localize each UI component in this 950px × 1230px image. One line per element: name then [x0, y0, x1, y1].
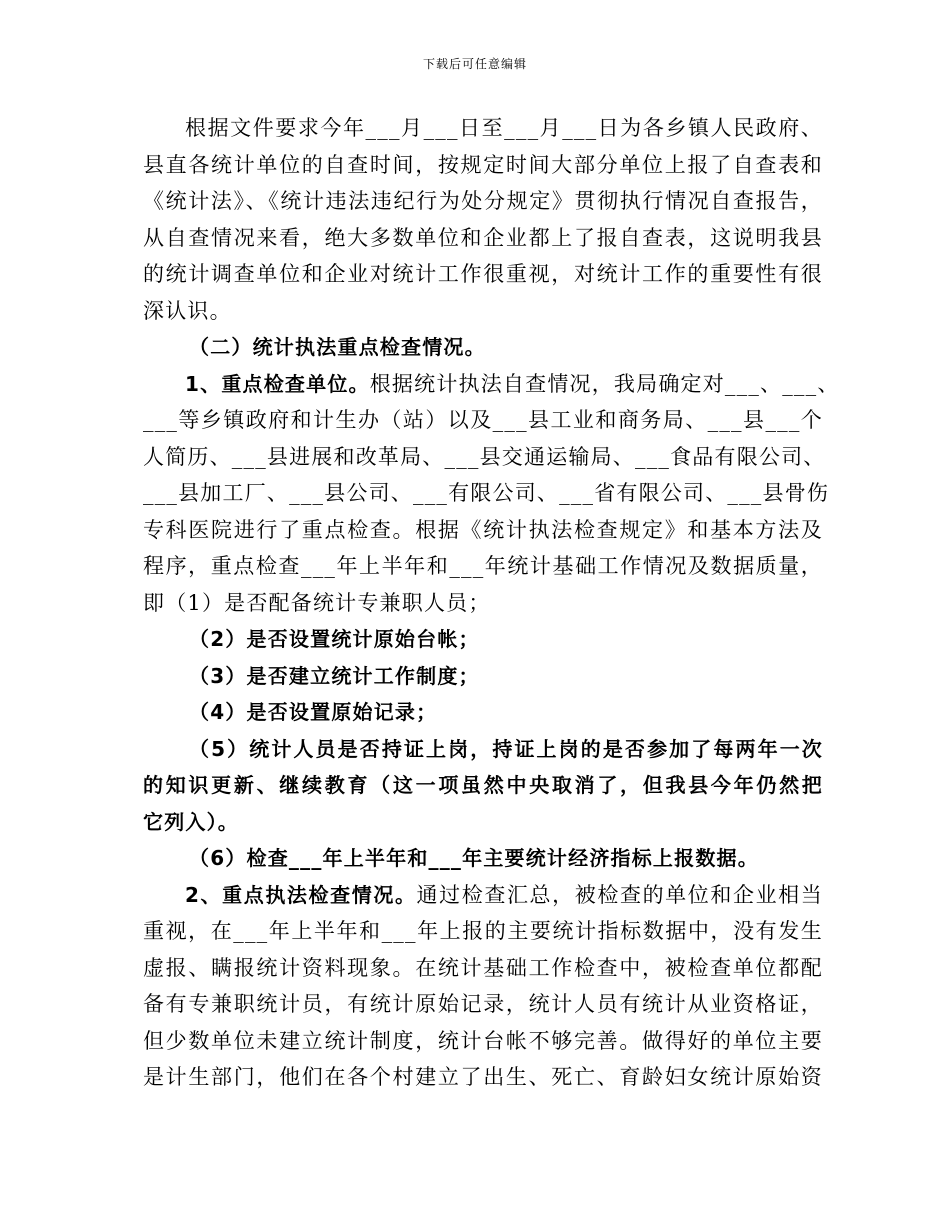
paragraph-line: 专科医院进行了重点检查。根据《统计执法检查规定》和基本方法及	[143, 517, 823, 542]
page-header: 下载后可任意编辑	[422, 57, 527, 71]
paragraph-line: 程序，重点检查___年上半年和___年统计基础工作情况及数据质量，	[143, 554, 823, 578]
subheading: 1、重点检查单位。	[185, 371, 370, 396]
list-item: （6）检查___年上半年和___年主要统计经济指标上报数据。	[189, 846, 759, 870]
paragraph-line: 根据文件要求今年___月___日至___月___日为各乡镇人民政府、	[185, 116, 823, 140]
paragraph-line: 从自查情况来看，绝大多数单位和企业都上了报自查表，这说明我县	[143, 225, 823, 250]
subheading: 2、重点执法检查情况。	[185, 882, 417, 907]
list-item: （3）是否建立统计工作制度；	[189, 663, 480, 688]
paragraph-line: 县直各统计单位的自查时间，按规定时间大部分单位上报了自查表和	[143, 152, 823, 177]
paragraph-line: 是计生部门，他们在各个村建立了出生、死亡、育龄妇女统计原始资	[143, 1065, 823, 1089]
list-item: （2）是否设置统计原始台帐；	[189, 627, 480, 651]
paragraph-line: 的统计调查单位和企业对统计工作很重视，对统计工作的重要性有很	[143, 262, 823, 286]
list-item-continuation: 它列入）。	[143, 809, 239, 834]
paragraph-line: 但少数单位未建立统计制度，统计台帐不够完善。做得好的单位主要	[143, 1028, 823, 1053]
paragraph-text: 根据统计执法自查情况，我局确定对___、___、	[369, 371, 840, 396]
paragraph-line: 人简历、___县进展和改革局、___县交通运输局、___食品有限公司、	[143, 444, 826, 469]
document-body	[143, 110, 840, 1096]
list-item: （5）统计人员是否持证上岗，持证上岗的是否参加了每两年一次	[189, 736, 823, 761]
paragraph-line: 重视，在___年上半年和___年上报的主要统计指标数据中，没有发生	[143, 919, 823, 943]
paragraph-line: 深认识。	[143, 298, 232, 323]
list-item: （4）是否设置原始记录；	[189, 700, 438, 724]
paragraph-text: 通过检查汇总，被检查的单位和企业相当	[416, 882, 823, 907]
list-item-continuation: 的知识更新、继续教育（这一项虽然中央取消了，但我县今年仍然把	[143, 773, 823, 797]
paragraph-line: 虚报、瞒报统计资料现象。在统计基础工作检查中，被检查单位都配	[143, 955, 823, 980]
paragraph-line	[143, 877, 823, 914]
paragraph-line: 《统计法》、《统计违法违纪行为处分规定》贯彻执行情况自查报告，	[143, 189, 823, 213]
paragraph-line: ___等乡镇政府和计生办（站）以及___县工业和商务局、___县___个	[143, 408, 823, 432]
paragraph-line	[143, 366, 840, 403]
paragraph-line: 备有专兼职统计员，有统计原始记录，统计人员有统计从业资格证，	[143, 992, 823, 1016]
paragraph-line: 即（1）是否配备统计专兼职人员；	[143, 590, 491, 615]
section-heading: （二）统计执法重点检查情况。	[189, 335, 486, 359]
paragraph-line: ___县加工厂、___县公司、___有限公司、___省有限公司、___县骨伤	[143, 481, 830, 505]
